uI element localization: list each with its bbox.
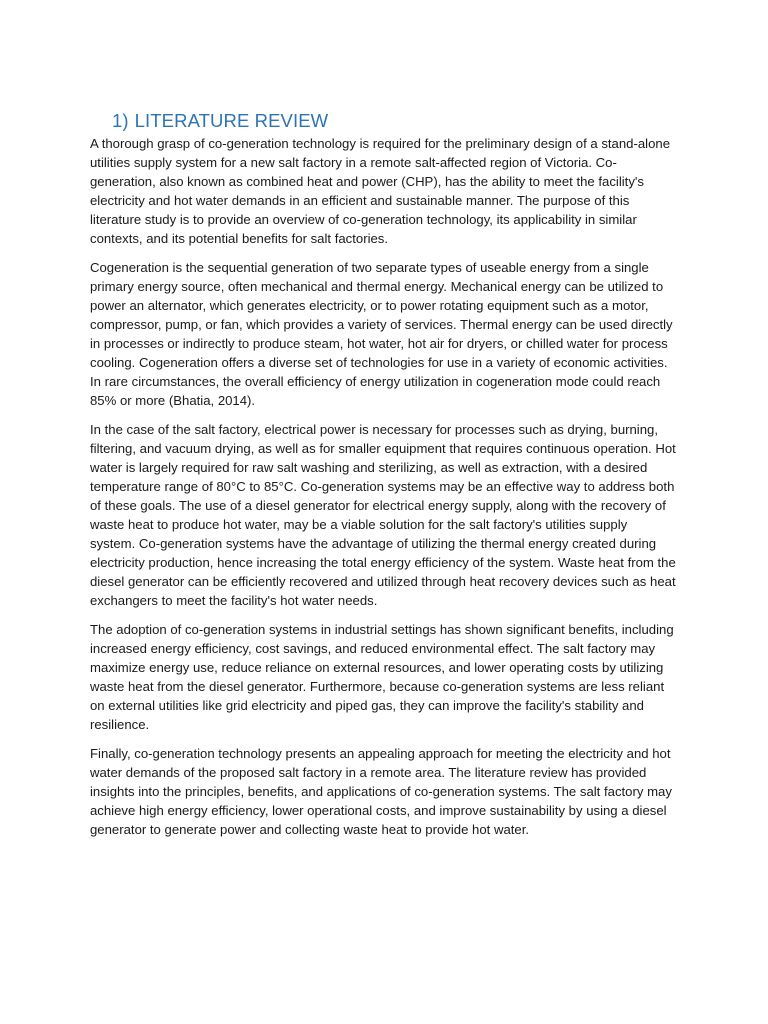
paragraph-salt-factory-case: In the case of the salt factory, electrical power is necessary for processes such as drying, burning, filtering, and vacuum drying, as well as for smaller equipment that requires continuous operation. Hot water is largely required for raw salt washing and sterilizing, as well as extraction, with a desired temperature range of 80°C to 85°C. Co-generation systems may be an effective way to address both of these goals. The use of a diesel generator for electrical energy supply, along with the recovery of waste heat to produce hot water, may be a viable solution for the salt factory's utilities supply system. Co-generation systems have the advantage of utilizing the thermal energy created during electricity production, hence increasing the total energy efficiency of the system. Waste heat from the diesel generator can be efficiently recovered and utilized through heat recovery devices such as heat exchangers to meet the facility's hot water needs. [90, 422, 676, 608]
paragraph-intro: A thorough grasp of co-generation technology is required for the preliminary design of a stand-alone utilities supply system for a new salt factory in a remote salt-affected region of Victoria. Co-generation, also known as combined heat and power (CHP), has the ability to meet the facility's electricity and hot water demands in an efficient and sustainable manner. The purpose of this literature study is to provide an overview of co-generation technology, its applicability in similar contexts, and its potential benefits for salt factories. [90, 136, 671, 246]
section-title: LITERATURE REVIEW [134, 110, 329, 131]
paragraph-industrial-benefits: The adoption of co-generation systems in industrial settings has shown significant benefits, including increased energy efficiency, cost savings, and reduced environmental effect. The salt factory may maximize energy use, reduce reliance on external resources, and lower operating costs by utilizing waste heat from the diesel generator. Furthermore, because co-generation systems are less reliant on external utilities like grid electricity and piped gas, they can improve the facility's stability and resilience. [90, 622, 674, 732]
section-body [90, 134, 676, 849]
section-number: 1) [112, 110, 129, 131]
section-heading [112, 109, 328, 133]
paragraph-cogeneration-definition: Cogeneration is the sequential generation of two separate types of useable energy from a single primary energy source, often mechanical and thermal energy. Mechanical energy can be utilized to power an alternator, which generates electricity, or to power rotating equipment such as a motor, compressor, pump, or fan, which provides a variety of services. Thermal energy can be used directly in processes or indirectly to produce steam, hot water, hot air for dryers, or chilled water for process cooling. Cogeneration offers a diverse set of technologies for use in a variety of economic activities. In rare circumstances, the overall efficiency of energy utilization in cogeneration mode could reach 85% or more (Bhatia, 2014). [90, 260, 673, 408]
paragraph-conclusion: Finally, co-generation technology presents an appealing approach for meeting the electricity and hot water demands of the proposed salt factory in a remote area. The literature review has provided insights into the principles, benefits, and applications of co-generation systems. The salt factory may achieve high energy efficiency, lower operational costs, and improve sustainability by using a diesel generator to generate power and collecting waste heat to provide hot water. [90, 746, 672, 837]
